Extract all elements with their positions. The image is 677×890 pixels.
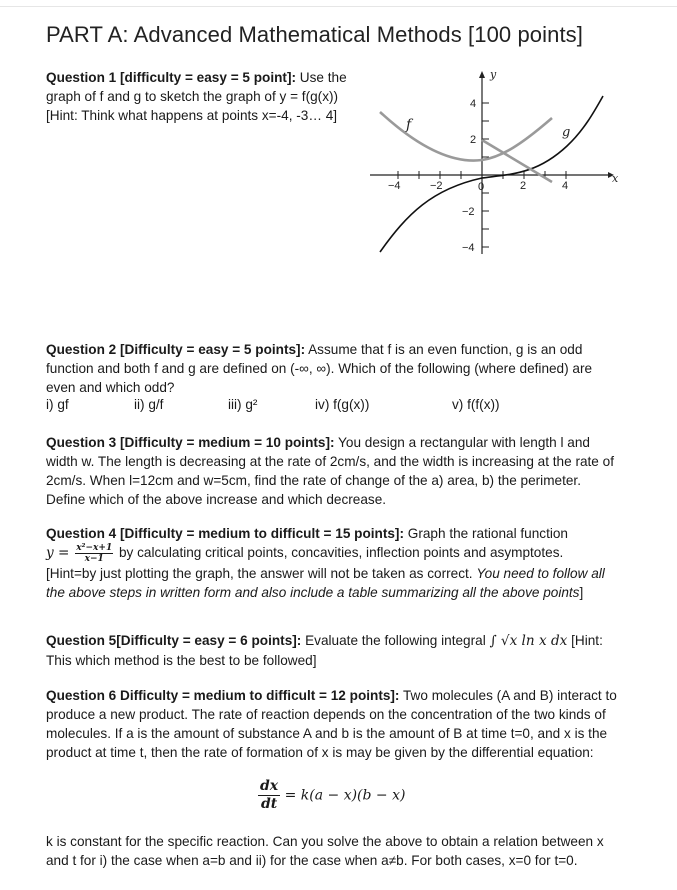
x-tick-label: −2 — [430, 180, 443, 192]
question-1-header: Question 1 [difficulty = easy = 5 point]: — [46, 70, 297, 85]
question-5-header: Question 5[Difficulty = easy = 6 points]: — [46, 633, 302, 648]
y-axis-arrow — [479, 71, 485, 78]
option-item: iv) f(g(x)) — [315, 397, 370, 412]
question-5-hint: [Hint: This which method is the best to be followed] — [46, 633, 603, 668]
question-5 — [46, 631, 622, 670]
option-item: ii) g/f — [134, 397, 164, 412]
x-tick-label: 4 — [562, 180, 569, 192]
rational-function-lhs: y = — [46, 545, 70, 562]
question-2-text: Assume that f is an even function, g is an odd function and both f and g are defined on (-∞, ∞). Which of the following (where defined) are even and which odd? — [46, 342, 593, 395]
function-graph — [362, 64, 620, 262]
y-tick-label: −4 — [462, 242, 475, 254]
question-1-hint: [Hint: Think what happens at points x=-4, -3… 4] — [46, 108, 338, 123]
question-6 — [46, 686, 622, 762]
option-item: iii) g² — [228, 397, 258, 412]
x-tick-label: 0 — [478, 181, 485, 193]
option-item: i) gf — [46, 397, 69, 412]
question-3-text: You design a rectangular with length l and width w. The length is decreasing at the rate of 2cm/s, and the width is increasing at the rate of 2cm/s. When l=12cm and w=5cm, find the rate of change of the a) area, b) the perimeter. Define which of the above increase and which decrease. — [46, 435, 614, 507]
rational-function-fraction — [75, 543, 113, 564]
derivative-numerator: dx — [260, 778, 279, 794]
question-6-header: Question 6 Difficulty = medium to difficult = 12 points]: — [46, 688, 400, 703]
option-item: v) f(f(x)) — [452, 397, 500, 412]
y-tick-label: −2 — [462, 206, 475, 218]
question-6-followup: k is constant for the specific reaction. Can you solve the above to obtain a relation between x and t for i) the case when a=b and ii) for the case when a≠b. For both cases, x=0 for t=0. — [46, 834, 604, 868]
page-title: PART A: Advanced Mathematical Methods [100 points] — [46, 22, 583, 47]
x-axis-label: x — [612, 172, 619, 185]
question-4-text: Graph the rational function — [404, 526, 568, 541]
g-curve-label: g — [562, 125, 571, 140]
integral-expression: ∫ √x ln x dx — [489, 633, 568, 649]
question-4-text-continued: by calculating critical points, concavities, inflection points and asymptotes. — [115, 545, 564, 561]
differential-equation — [258, 778, 405, 813]
question-1 — [46, 68, 356, 125]
question-2-header: Question 2 [Difficulty = easy = 5 points]: — [46, 342, 306, 357]
x-tick-label: 2 — [520, 180, 527, 192]
y-axis-label: y — [490, 68, 497, 81]
question-3 — [46, 433, 622, 509]
question-4-hint: [Hint=by just plotting the graph, the answer will not be taken as correct. — [46, 566, 477, 581]
question-5-text: Evaluate the following integral — [301, 633, 490, 648]
question-3-header: Question 3 [Difficulty = medium = 10 points]: — [46, 435, 335, 450]
question-6-text: Two molecules (A and B) interact to produce a new product. The rate of reaction depends on the concentration of the two kinds of molecules. If a is the amount of substance A and b is the amount of B at time t=0, and x is the product at time t, then the rate of formation of x is may be given by the differential equation: — [46, 688, 617, 760]
question-4-header: Question 4 [Difficulty = medium to difficult = 15 points]: — [46, 526, 404, 541]
f-curve-label: f — [406, 117, 412, 133]
question-1-text: Use the graph of f and g to sketch the graph of y = f(g(x)) — [46, 70, 347, 104]
question-4-hint-end: ] — [579, 585, 584, 600]
question-4-hint-italic: You need to follow all the above steps in written form and also include a table summarizing all the above points — [46, 566, 605, 600]
fraction-numerator: x²−x+1 — [76, 543, 113, 553]
fraction-denominator: x−1 — [84, 554, 104, 564]
derivative-denominator: dt — [260, 796, 278, 812]
question-2-options — [46, 397, 622, 416]
equation-rhs: = k(a − x)(b − x) — [280, 787, 406, 804]
question-2 — [46, 340, 622, 397]
top-divider — [0, 6, 677, 7]
y-tick-label: 4 — [470, 98, 477, 110]
question-4 — [46, 524, 622, 602]
y-tick-label: 2 — [470, 134, 477, 146]
derivative-fraction — [258, 778, 280, 813]
g-curve — [380, 96, 603, 252]
x-tick-label: −4 — [388, 180, 401, 192]
